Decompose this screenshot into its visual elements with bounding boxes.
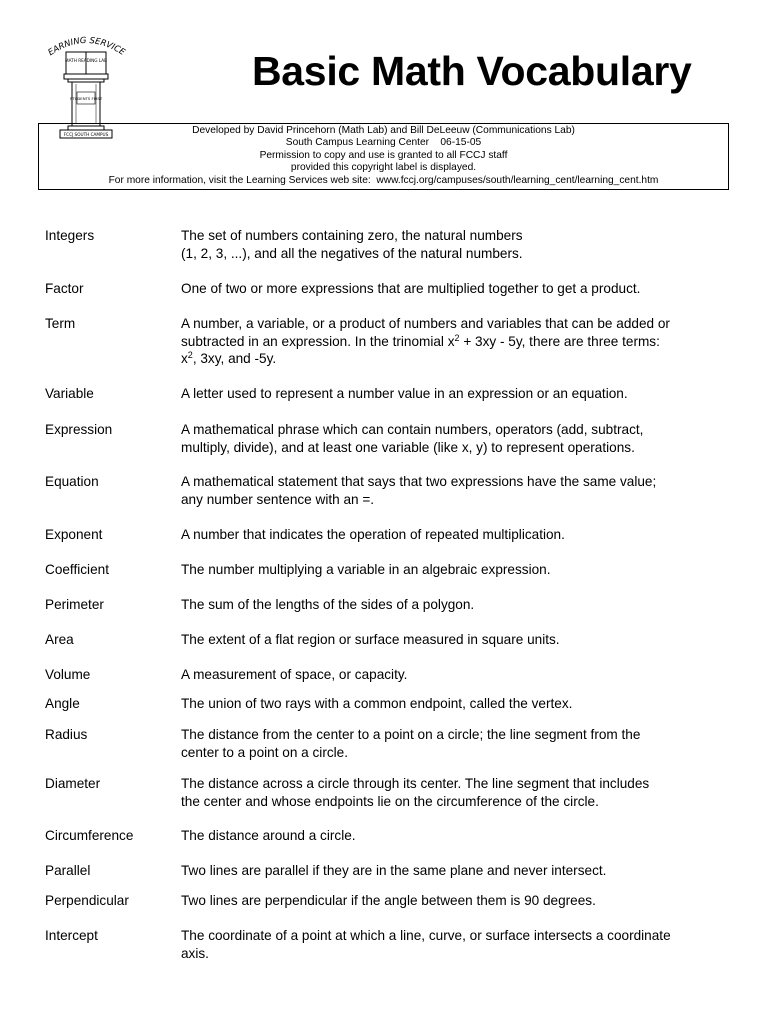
term-label: Parallel [45, 863, 91, 878]
logo-base-text: FCCJ SOUTH CAMPUS [63, 132, 109, 137]
term-label: Volume [45, 667, 91, 682]
definition-line: $x^2$, 3xy, and -5y. [181, 350, 277, 366]
credits-line: Permission to copy and use is granted to all FCCJ staff [259, 149, 508, 161]
definition-line: The distance from the center to a point on a circle; the line segment from the [181, 727, 641, 742]
term-label: Intercept [45, 928, 98, 943]
term-definition: The sum of the lengths of the sides of a polygon. [181, 597, 475, 612]
definition-line: The set of numbers containing zero, the natural numbers [181, 228, 523, 243]
term-definition: A measurement of space, or capacity. [181, 667, 408, 682]
term-definition [181, 775, 729, 810]
credits-line: For more information, visit the Learning Services web site: www.fccj.org/campuses/south/learning_cent/learning_cent.htm [108, 174, 659, 186]
term-definition [181, 927, 729, 962]
term-definition [181, 473, 729, 508]
definition-line: the center and whose endpoints lie on the circumference of the circle. [181, 793, 599, 809]
definition-line: A number, a variable, or a product of numbers and variables that can be added or [181, 316, 670, 331]
term-label: Coefficient [45, 562, 109, 577]
term-definition: A letter used to represent a number value in an expression or an equation. [181, 386, 628, 401]
definition-line: subtracted in an expression. In the trinomial $x^2 + 3xy - 5y$, there are three terms: [181, 332, 660, 349]
term-label: Variable [45, 386, 94, 401]
term-definition [181, 421, 729, 456]
logo-arc-text: EARNING SERVICE [46, 35, 127, 59]
term-label: Integers [45, 228, 95, 243]
definition-line: any number sentence with an =. [181, 491, 375, 507]
term-definition: A number that indicates the operation of repeated multiplication. [181, 527, 565, 542]
term-definition: The extent of a flat region or surface measured in square units. [181, 632, 560, 647]
definition-line: A mathematical phrase which can contain numbers, operators (add, subtract, [181, 422, 644, 437]
term-definition: The number multiplying a variable in an algebraic expression. [181, 562, 551, 577]
term-label: Expression [45, 422, 113, 437]
logo-book-text: MATH READING LAB [65, 58, 107, 63]
logo-pillar-text: STUDENTS FIRST [69, 96, 103, 101]
term-label: Radius [45, 727, 88, 742]
credits-line: provided this copyright label is displayed. [290, 162, 477, 174]
term-definition: The union of two rays with a common endpoint, called the vertex. [181, 696, 573, 711]
definition-line: The distance across a circle through its center. The line segment that includes [181, 776, 650, 791]
term-definition: Two lines are perpendicular if the angle between them is 90 degrees. [181, 893, 596, 908]
term-label: Circumference [45, 828, 134, 843]
definition-line: axis. [181, 945, 209, 961]
definition-line: center to a point on a circle. [181, 744, 348, 760]
term-label: Equation [45, 474, 99, 489]
definition-line: The coordinate of a point at which a line, curve, or surface intersects a coordinate [181, 928, 671, 943]
term-definition: Two lines are parallel if they are in the same plane and never intersect. [181, 863, 607, 878]
term-label: Term [45, 316, 76, 331]
term-definition [181, 315, 729, 368]
term-label: Diameter [45, 776, 101, 791]
credits-line: Developed by David Princehorn (Math Lab) and Bill DeLeeuw (Communications Lab) [192, 125, 575, 136]
definition-line: multiply, divide), and at least one variable (like x, y) to represent operations. [181, 439, 635, 455]
definition-line: (1, 2, 3, ...), and all the negatives of the natural numbers. [181, 245, 523, 261]
definition-line: A mathematical statement that says that two expressions have the same value; [181, 474, 657, 489]
term-label: Perimeter [45, 597, 104, 612]
term-label: Factor [45, 281, 84, 296]
term-definition [181, 726, 729, 761]
term-definition: The distance around a circle. [181, 828, 356, 843]
term-label: Angle [45, 696, 80, 711]
term-definition [181, 227, 729, 262]
term-label: Exponent [45, 527, 103, 542]
term-label: Area [45, 632, 74, 647]
term-label: Perpendicular [45, 893, 129, 908]
credits-line: South Campus Learning Center 06-15-05 [285, 137, 482, 149]
page-title: Basic Math Vocabulary [252, 48, 692, 94]
term-definition: One of two or more expressions that are multiplied together to get a product. [181, 281, 641, 296]
